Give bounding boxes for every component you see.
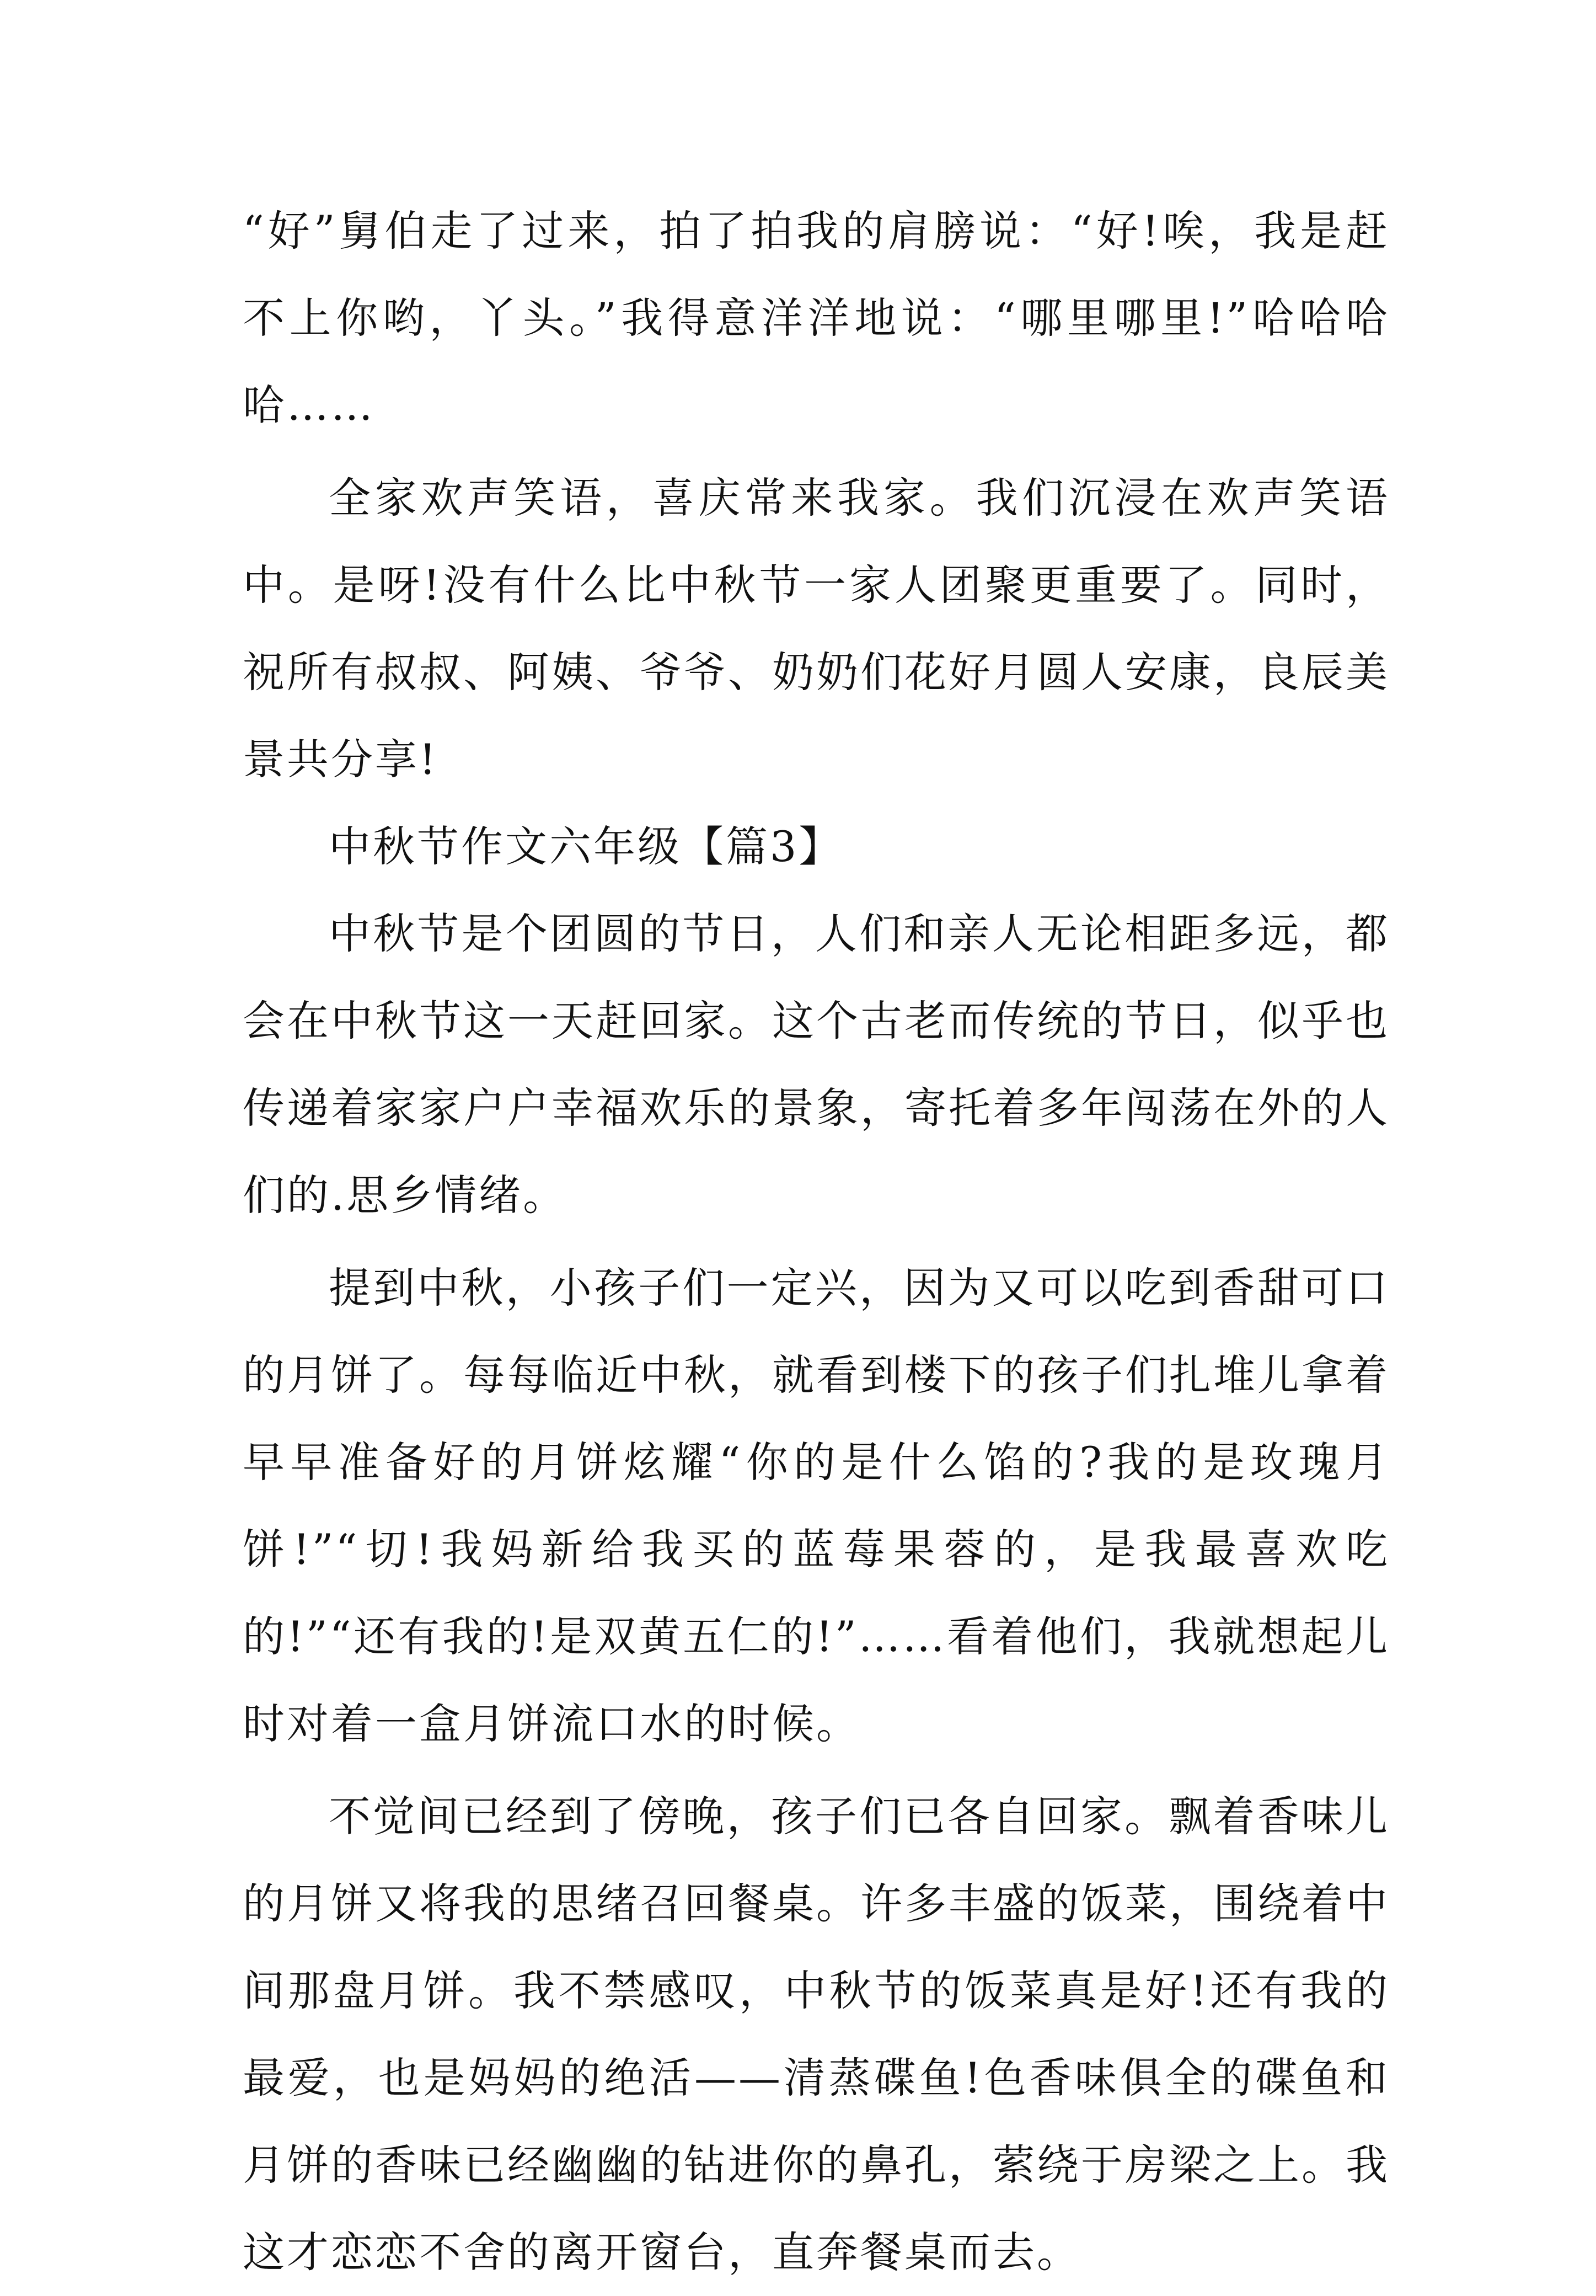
paragraph-reunion: 中秋节是个团圆的节日，人们和亲人无论相距多远，都会在中秋节这一天赶回家。这个古老而传统的节日，似乎也传递着家家户户幸福欢乐的景象，寄托着多年闯荡在外的人们的.思乡情绪。 [243, 909, 1390, 1220]
paragraph-family-laughter: 全家欢声笑语，喜庆常来我家。我们沉浸在欢声笑语中。是呀!没有什么比中秋节一家人团聚更重要了。同时，祝所有叔叔、阿姨、爷爷、奶奶们花好月圆人安康，良辰美景共分享! [243, 473, 1390, 784]
document-body [243, 188, 1390, 2296]
paragraph-mooncakes: 提到中秋，小孩子们一定兴，因为又可以吃到香甜可口的月饼了。每每临近中秋，就看到楼下的孩子们扎堆儿拿着早早准备好的月饼炫耀“你的是什么馅的?我的是玫瑰月饼!”“切!我妈新给我买的蓝莓果蓉的，是我最喜欢吃的!”“还有我的!是双黄五仁的!”……看着他们，我就想起儿时对着一盒月饼流口水的时候。 [243, 1263, 1390, 1748]
paragraph-dinner: 不觉间已经到了傍晚，孩子们已各自回家。飘着香味儿的月饼又将我的思绪召回餐桌。许多丰盛的饭菜，围绕着中间那盘月饼。我不禁感叹，中秋节的饭菜真是好!还有我的最爱，也是妈妈的绝活——清蒸碟鱼!色香味俱全的碟鱼和月饼的香味已经幽幽的钻进你的鼻孔，萦绕于房梁之上。我这才恋恋不舍的离开窗台，直奔餐桌而去。 [243, 1792, 1390, 2277]
section-heading: 中秋节作文六年级【篇3】 [329, 822, 843, 871]
paragraph-continuation: “好”舅伯走了过来，拍了拍我的肩膀说：“好!唉，我是赶不上你哟，丫头。”我得意洋洋地说：“哪里哪里!”哈哈哈哈…… [243, 206, 1390, 430]
